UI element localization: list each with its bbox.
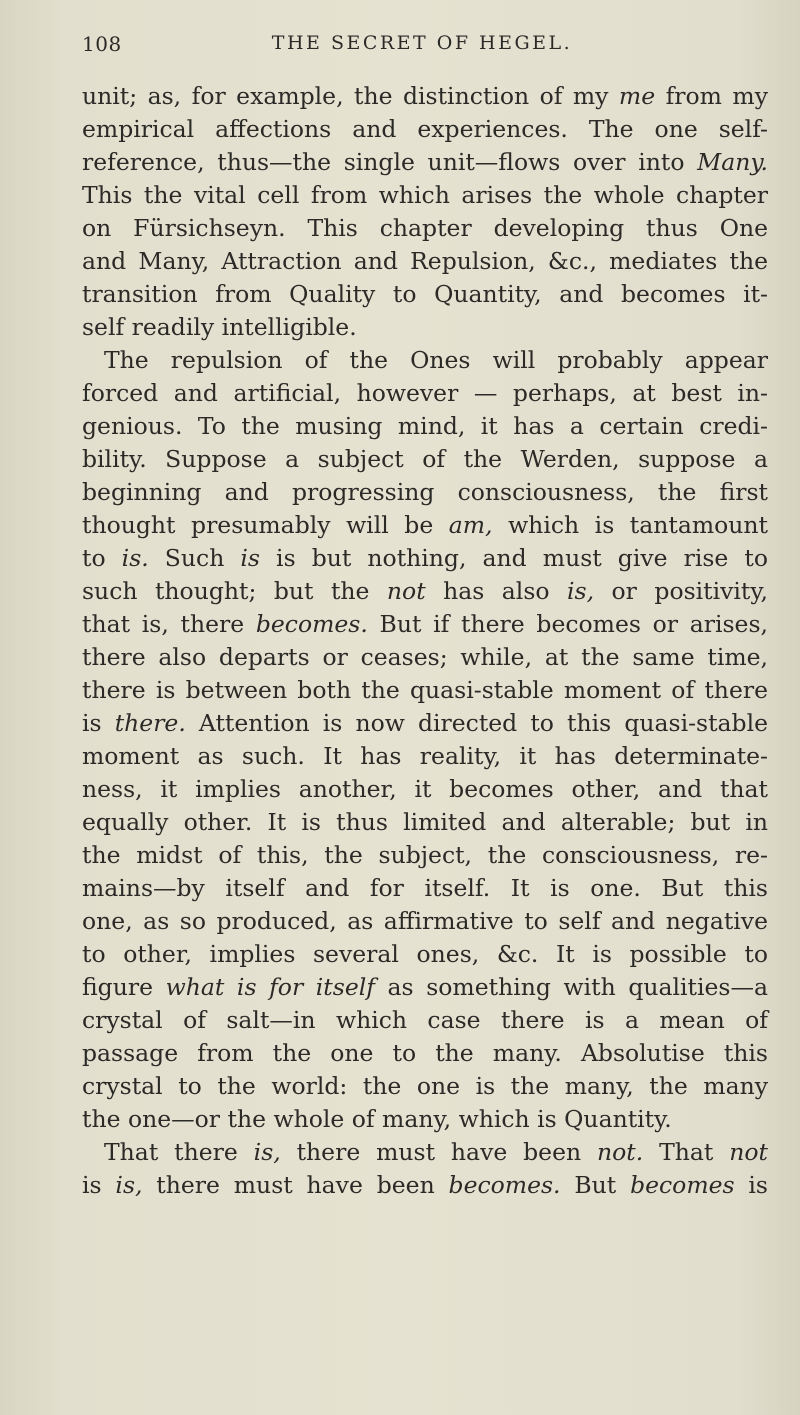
text-segment: and Many, Attraction and Repulsion, &c., mediates the (82, 247, 768, 275)
italic-text: becomes. (255, 610, 368, 638)
text-line (82, 1037, 768, 1070)
italic-text: is, (115, 1171, 143, 1199)
text-segment: crystal of salt—in which case there is a mean of (82, 1006, 768, 1034)
text-line (82, 245, 768, 278)
text-line (82, 377, 768, 410)
text-line (82, 806, 768, 839)
italic-text: Many. (697, 148, 768, 176)
text-line (82, 311, 768, 344)
body-text (82, 80, 768, 1202)
text-segment: which is tantamount (492, 511, 768, 539)
page-number: 108 (82, 32, 122, 56)
text-line (82, 410, 768, 443)
text-line (82, 278, 768, 311)
text-segment: genious. To the musing mind, it has a certain credi- (82, 412, 768, 440)
text-segment: ness, it implies another, it becomes other, and that (82, 775, 768, 803)
text-segment: The repulsion of the Ones will probably appear (104, 346, 768, 374)
text-line (82, 740, 768, 773)
text-segment: there is between both the quasi-stable moment of there (82, 676, 768, 704)
text-line (82, 938, 768, 971)
text-line (82, 1169, 768, 1202)
italic-text: what is for itself (165, 973, 375, 1001)
text-line (82, 146, 768, 179)
text-line (82, 179, 768, 212)
text-segment: reference, thus—the single unit—flows over into (82, 148, 698, 176)
italic-text: is (240, 544, 260, 572)
italic-text: there. (114, 709, 186, 737)
text-line (82, 707, 768, 740)
text-line (82, 839, 768, 872)
text-segment: forced and artificial, however — perhaps, at best in- (82, 379, 768, 407)
text-segment: has also (425, 577, 568, 605)
text-line (82, 1103, 768, 1136)
text-line (82, 113, 768, 146)
text-segment: transition from Quality to Quantity, and becomes it- (82, 280, 768, 308)
text-segment: to (82, 544, 122, 572)
text-segment: there must have been (280, 1138, 598, 1166)
italic-text: is, (567, 577, 595, 605)
text-line (82, 476, 768, 509)
italic-text: am, (448, 511, 493, 539)
text-segment: thought presumably will be (82, 511, 449, 539)
text-line (82, 80, 768, 113)
italic-text: becomes (630, 1171, 735, 1199)
text-segment: self readily intelligible. (82, 313, 357, 341)
text-line (82, 443, 768, 476)
text-line (82, 1070, 768, 1103)
text-segment: such thought; but the (82, 577, 387, 605)
text-segment: there must have been (142, 1171, 449, 1199)
running-title: THE SECRET OF HEGEL. (271, 32, 573, 54)
text-line (82, 509, 768, 542)
text-segment: empirical affections and experiences. The one self- (82, 115, 768, 143)
italic-text: not (386, 577, 426, 605)
text-segment: That there (104, 1138, 254, 1166)
text-segment: This the vital cell from which arises the whole chapter (82, 181, 768, 209)
text-segment: to other, implies several ones, &c. It is possible to (82, 940, 768, 968)
text-line (82, 971, 768, 1004)
italic-text: is. (121, 544, 149, 572)
italic-text: is, (253, 1138, 281, 1166)
text-segment: moment as such. It has reality, it has determinate- (82, 742, 768, 770)
text-line (82, 872, 768, 905)
italic-text: becomes. (448, 1171, 561, 1199)
text-line (82, 608, 768, 641)
text-segment: mains—by itself and for itself. It is one. But this (82, 874, 768, 902)
text-segment: That (643, 1138, 730, 1166)
text-segment: the midst of this, the subject, the consciousness, re- (82, 841, 768, 869)
text-segment: that is, there (82, 610, 256, 638)
text-segment: equally other. It is thus limited and alterable; but in (82, 808, 768, 836)
text-segment: there also departs or ceases; while, at the same time, (82, 643, 768, 671)
text-segment: is (734, 1171, 768, 1199)
text-line (82, 344, 768, 377)
text-segment: But (560, 1171, 631, 1199)
text-line (82, 1136, 768, 1169)
text-segment: But if there becomes or arises, (367, 610, 768, 638)
text-line (82, 1004, 768, 1037)
text-segment: beginning and progressing consciousness, the first (82, 478, 768, 506)
text-line (82, 641, 768, 674)
text-line (82, 575, 768, 608)
text-segment: figure (82, 973, 166, 1001)
text-line (82, 905, 768, 938)
text-segment: is (82, 709, 115, 737)
text-segment: is (82, 1171, 116, 1199)
text-segment: is but nothing, and must give rise to (259, 544, 768, 572)
text-segment: on Fürsichseyn. This chapter developing thus One (82, 214, 768, 242)
text-segment: Such (148, 544, 241, 572)
text-line (82, 674, 768, 707)
text-segment: from my (655, 82, 768, 110)
italic-text: not (729, 1138, 768, 1166)
text-segment: the one—or the whole of many, which is Quantity. (82, 1105, 672, 1133)
italic-text: not. (597, 1138, 644, 1166)
text-segment: passage from the one to the many. Absolutise this (82, 1039, 768, 1067)
text-line (82, 212, 768, 245)
text-segment: Attention is now directed to this quasi-stable (185, 709, 769, 737)
text-segment: crystal to the world: the one is the many, the many (82, 1072, 768, 1100)
text-line (82, 773, 768, 806)
italic-text: me (618, 82, 656, 110)
text-segment: or positivity, (594, 577, 768, 605)
text-segment: unit; as, for example, the distinction of my (82, 82, 619, 110)
text-line (82, 542, 768, 575)
text-segment: bility. Suppose a subject of the Werden, suppose a (82, 445, 768, 473)
text-segment: as something with qualities—a (374, 973, 768, 1001)
running-head (82, 32, 762, 62)
text-segment: one, as so produced, as affirmative to self and negative (82, 907, 768, 935)
